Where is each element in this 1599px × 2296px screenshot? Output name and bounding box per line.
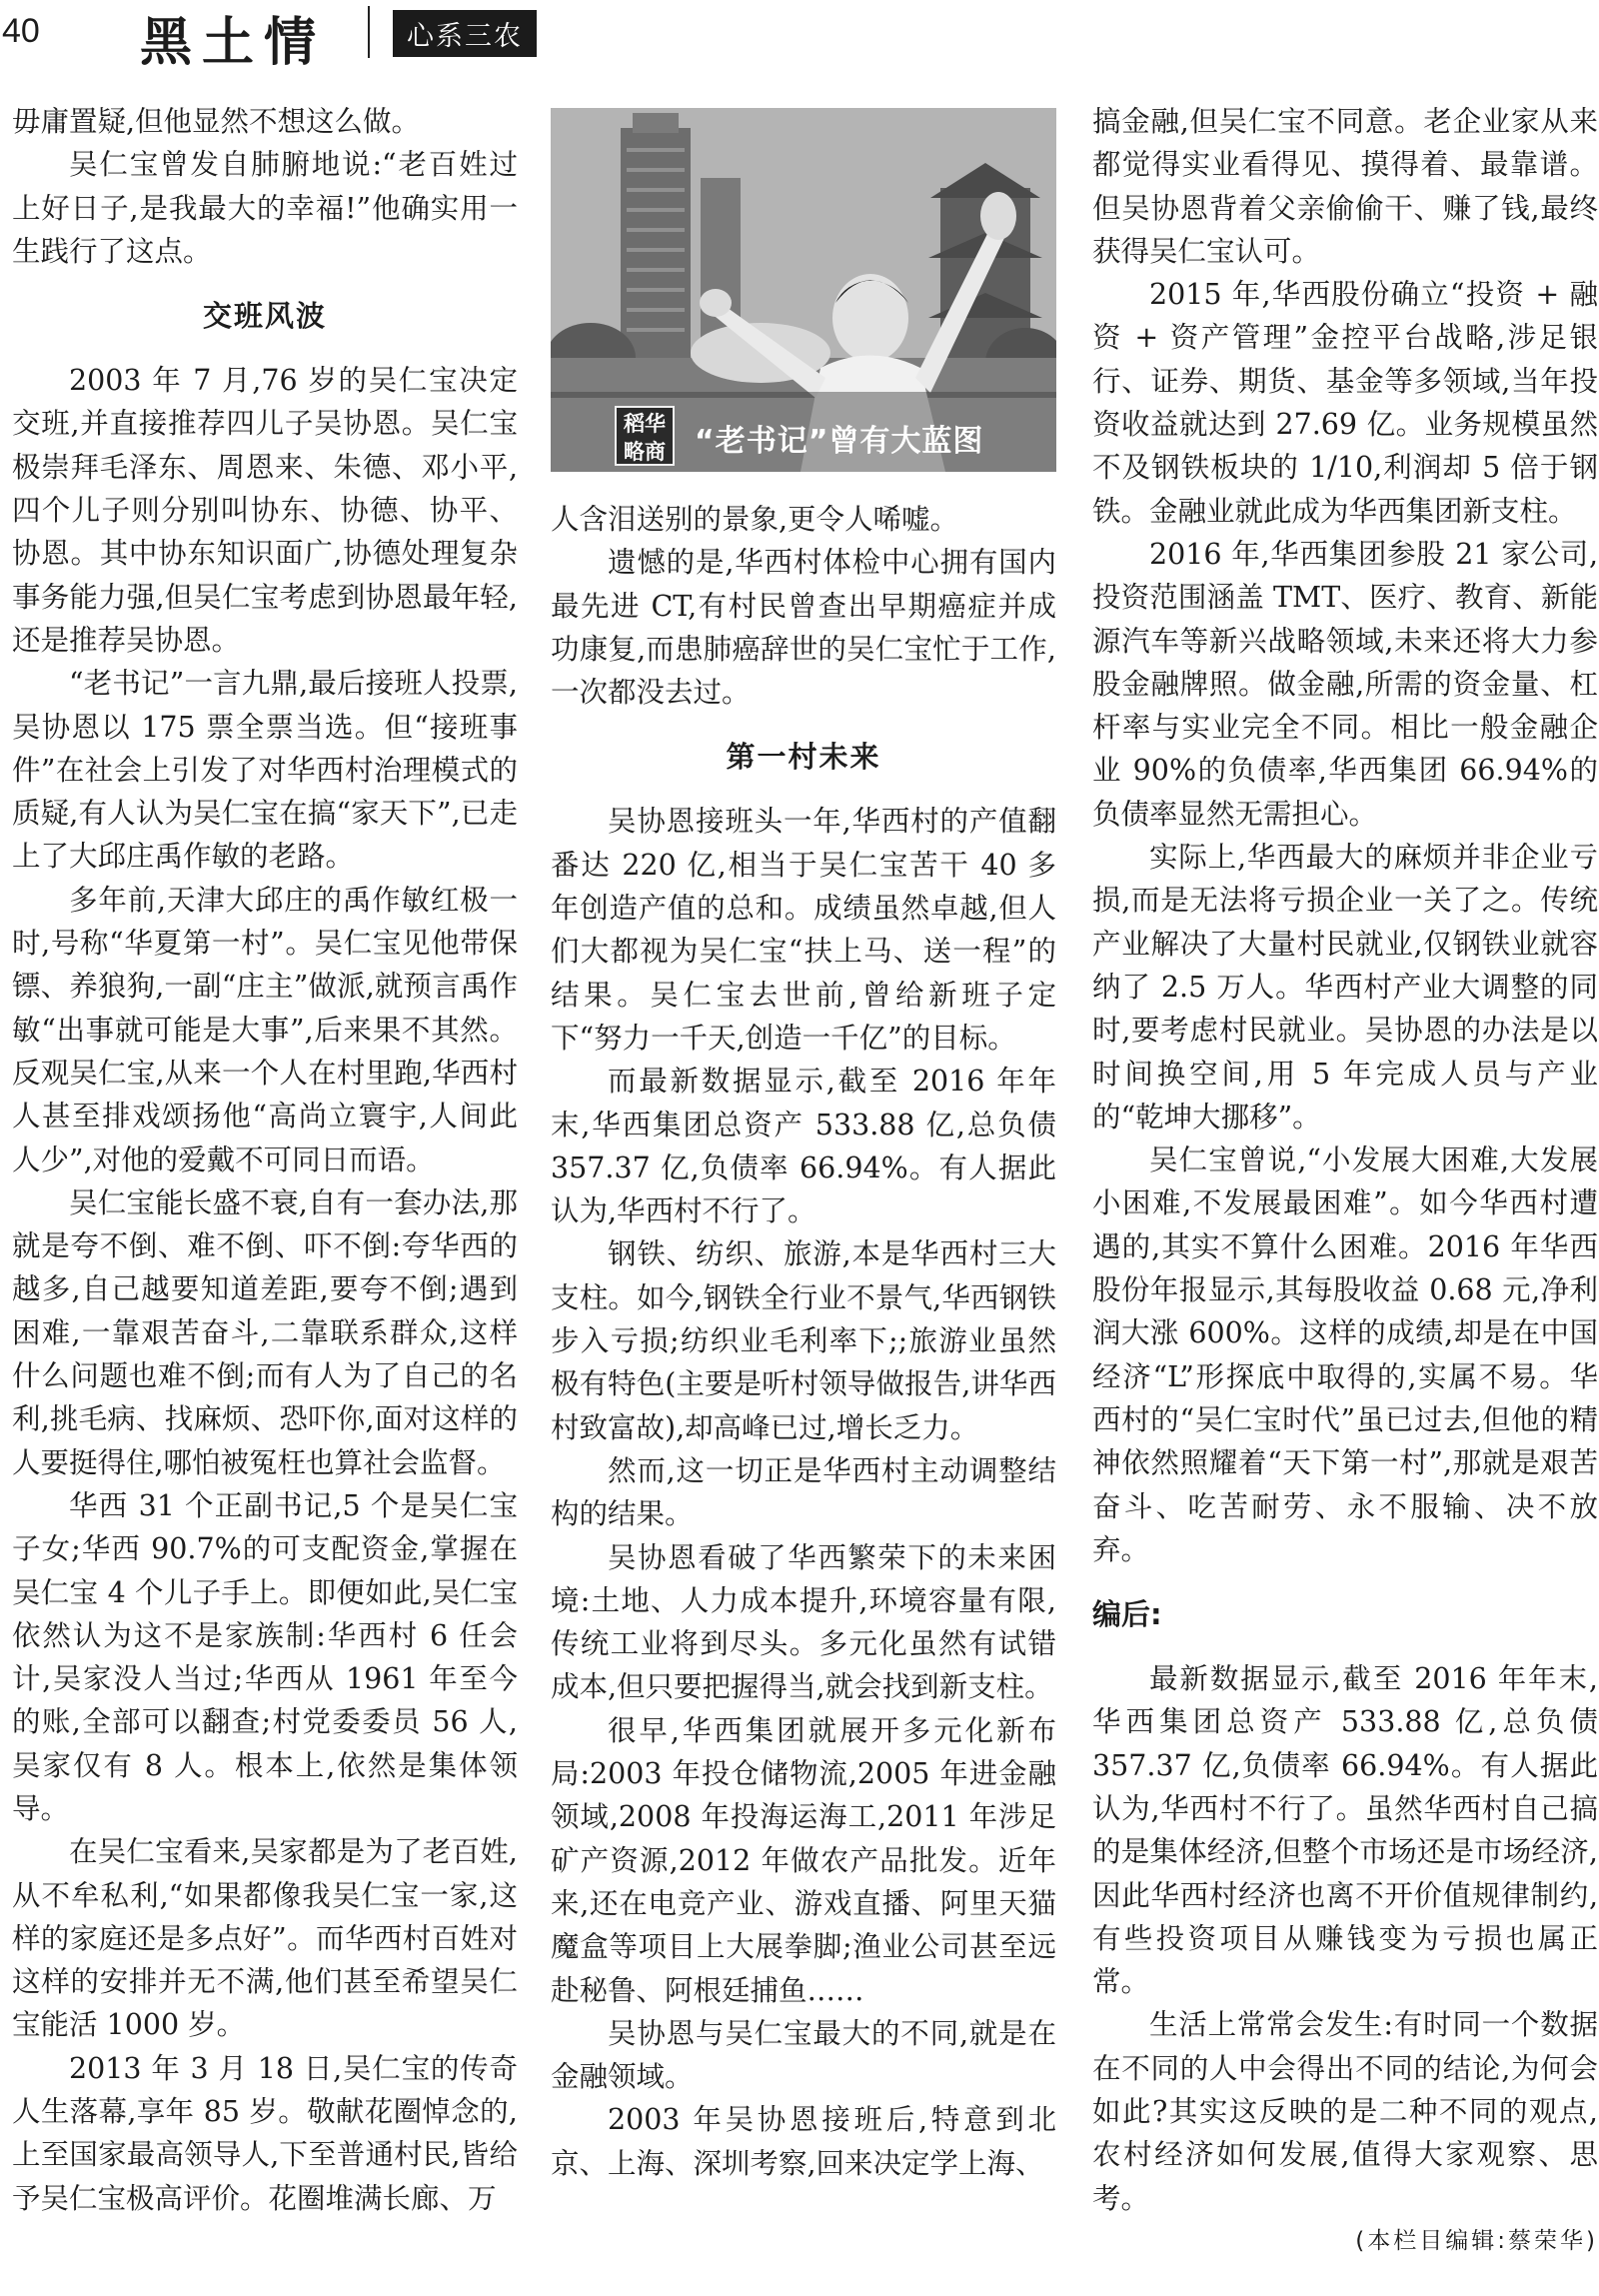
- paragraph: 毋庸置疑,但他显然不想这么做。: [12, 105, 421, 138]
- article-column-2: [551, 498, 1056, 2185]
- paragraph: 在吴仁宝看来,吴家都是为了老百姓,从不牟私利,“如果都像我吴仁宝一家,这样的家庭还是多点好”。而华西村百姓对这样的安排并无不满,他们甚至希望吴仁宝能活 1000 岁。: [12, 1835, 518, 2042]
- paragraph: 搞金融,但吴仁宝不同意。老企业家从来都觉得实业看得见、摸得着、最靠谱。但吴协恩背着父亲偷偷干、赚了钱,最终获得吴仁宝认可。: [1092, 105, 1598, 268]
- paragraph: 2013 年 3 月 18 日,吴仁宝的传奇人生落幕,享年 85 岁。敬献花圈悼念的,上至国家最高领导人,下至普通村民,皆给予吴仁宝极高评价。花圈堆满长廊、万: [12, 2051, 518, 2215]
- paragraph: 最新数据显示,截至 2016 年年末,华西集团总资产 533.88 亿,总负债 357.37 亿,负债率 66.94%。有人据此认为,华西村不行了。虽然华西村自己搞的是集体经济,但整个市场还是市场经济,因此华西村经济也离不开价值规律制约,有些投资项目从赚钱变为亏损也属正常。: [1092, 1662, 1598, 1999]
- paragraph: 2016 年,华西集团参股 21 家公司,投资范围涵盖 TMT、医疗、教育、新能源汽车等新兴战略领域,未来还将大力参股金融牌照。做金融,所需的资金量、杠杆率与实业完全不同。相比一般金融企业 90%的负债率,华西集团 66.94%的负债率显然无需担心。: [1092, 537, 1598, 831]
- paragraph: 吴仁宝曾发自肺腑地说:“老百姓过上好日子,是我最大的幸福!”他确实用一生践行了这点。: [12, 148, 518, 268]
- paragraph: 吴仁宝能长盛不衰,自有一套办法,那就是夸不倒、难不倒、吓不倒:夸华西的越多,自己越要知道差距,要夸不倒;遇到困难,一靠艰苦奋斗,二靠联系群众,这样什么问题也难不倒;而有人为了自己的名利,挑毛病、找麻烦、恐吓你,面对这样的人要挺得住,哪怕被冤枉也算社会监督。: [12, 1185, 518, 1479]
- section-badge: 心系三农: [393, 10, 537, 57]
- paragraph: 生活上常常会发生:有时同一个数据在不同的人中会得出不同的结论,为何会如此?其实这反映的是二种不同的观点,农村经济如何发展,值得大家观察、思考。: [1092, 2008, 1598, 2215]
- paragraph: 吴协恩接班头一年,华西村的产值翻番达 220 亿,相当于吴仁宝苦干 40 多年创造产值的总和。成绩虽然卓越,但人们大都视为吴仁宝“扶上马、送一程”的结果。吴仁宝去世前,曾给新班子定下“努力一千天,创造一千亿”的目标。: [551, 805, 1056, 1055]
- paragraph: 吴协恩看破了华西繁荣下的未来困境:土地、人力成本提升,环境容量有限,传统工业将到尽头。多元化虽然有试错成本,但只要把握得当,就会找到新支柱。: [551, 1540, 1056, 1704]
- paragraph: 实际上,华西最大的麻烦并非企业亏损,而是无法将亏损企业一关了之。传统产业解决了大量村民就业,仅钢铁业就容纳了 2.5 万人。华西村产业大调整的同时,要考虑村民就业。吴协恩的办法是以时间换空间,用 5 年完成人员与产业的“乾坤大挪移”。: [1092, 841, 1598, 1134]
- article-column-1: [12, 100, 518, 2220]
- paragraph: 钢铁、纺织、旅游,本是华西村三大支柱。如今,钢铁全行业不景气,华西钢铁步入亏损;纺织业毛利率下;;旅游业虽然极有特色(主要是听村领导做报告,讲华西村致富故),却高峰已过,增长乏力。: [551, 1237, 1056, 1444]
- masthead-logo: 黑土情: [140, 12, 327, 73]
- section-heading: 交班风波: [202, 299, 327, 334]
- column-tag-line2: 略商: [624, 440, 666, 464]
- paragraph: 吴协恩与吴仁宝最大的不同,就是在金融领域。: [551, 2016, 1056, 2094]
- paragraph: 人含泪送别的景象,更令人唏嘘。: [551, 503, 959, 536]
- paragraph: 2003 年吴协恩接班后,特意到北京、上海、深圳考察,回来决定学上海、: [551, 2103, 1056, 2180]
- photo-caption: “老书记”曾有大蓝图: [695, 424, 984, 459]
- paragraph: 2015 年,华西股份确立“投资 + 融资 + 资产管理”金控平台战略,涉足银行、证券、期货、基金等多领域,当年投资收益就达到 27.69 亿。业务规模虽然不及钢铁板块的 1/10,利润却 5 倍于钢铁。金融业就此成为华西集团新支柱。: [1092, 278, 1598, 528]
- paragraph: “老书记”一言九鼎,最后接班人投票,吴协恩以 175 票全票当选。但“接班事件”在社会上引发了对华西村治理模式的质疑,有人认为吴仁宝在搞“家天下”,已走上了大邱庄禹作敏的老路。: [12, 667, 518, 874]
- paragraph: 遗憾的是,华西村体检中心拥有国内最先进 CT,有村民曾查出早期癌症并成功康复,而患肺癌辞世的吴仁宝忙于工作,一次都没去过。: [551, 546, 1056, 710]
- paragraph: 而最新数据显示,截至 2016 年年末,华西集团总资产 533.88 亿,总负债 357.37 亿,负债率 66.94%。有人据此认为,华西村不行了。: [551, 1065, 1056, 1228]
- paragraph: 华西 31 个正副书记,5 个是吴仁宝子女;华西 90.7%的可支配资金,掌握在吴仁宝 4 个儿子手上。即便如此,吴仁宝依然认为这不是家族制:华西村 6 任会计,吴家没人当过;华西从 1961 年至今的账,全部可以翻查;村党委委员 56 人,吴家仅有 8 人。根本上,依然是集体领导。: [12, 1488, 518, 1825]
- page-header: [0, 0, 1599, 72]
- page-number: 40: [2, 12, 40, 50]
- paragraph: 2003 年 7 月,76 岁的吴仁宝决定交班,并直接推荐四儿子吴协恩。吴仁宝极崇拜毛泽东、周恩来、朱德、邓小平,四个儿子则分别叫协东、协德、协平、协恩。其中协东知识面广,协德处理复杂事务能力强,但吴仁宝考虑到协恩最年轻,还是推荐吴协恩。: [12, 364, 518, 657]
- editor-note-heading: 编后:: [1092, 1597, 1162, 1632]
- paragraph: 很早,华西集团就展开多元化新布局:2003 年投仓储物流,2005 年进金融领域,2008 年投海运海工,2011 年涉足矿产资源,2012 年做农产品批发。近年来,还在电竞产业、游戏直播、阿里天猫魔盒等项目上大展拳脚;渔业公司甚至远赴秘鲁、阿根廷捕鱼……: [551, 1713, 1056, 2007]
- section-heading: 第一村未来: [726, 740, 881, 775]
- article-column-3: [1092, 100, 1598, 2263]
- paragraph: 然而,这一切正是华西村主动调整结构的结果。: [551, 1453, 1056, 1531]
- paragraph: 吴仁宝曾说,“小发展大困难,大发展小困难,不发展最困难”。如今华西村遭遇的,其实不算什么困难。2016 年华西股份年报显示,其每股收益 0.68 元,净利润大涨 600%。这样的成绩,却是在中国经济“L”形探底中取得的,实属不易。华西村的“吴仁宝时代”虽已过去,但他的精神依然照耀着“天下第一村”,那就是艰苦奋斗、吃苦耐劳、永不服输、决不放弃。: [1092, 1144, 1598, 1566]
- column-tag: [615, 406, 675, 466]
- paragraph: 多年前,天津大邱庄的禹作敏红极一时,号称“华夏第一村”。吴仁宝见他带保镖、养狼狗,一副“庄主”做派,就预言禹作敏“出事就可能是大事”,后来果不其然。反观吴仁宝,从来一个人在村里跑,华西村人甚至排戏颂扬他“高尚立寰宇,人间此人少”,对他的爱戴不可同日而语。: [12, 883, 518, 1176]
- editor-credit: (本栏目编辑:蔡荣华): [1355, 2227, 1598, 2254]
- header-divider: [368, 6, 370, 58]
- column-tag-line1: 稻华: [624, 412, 666, 436]
